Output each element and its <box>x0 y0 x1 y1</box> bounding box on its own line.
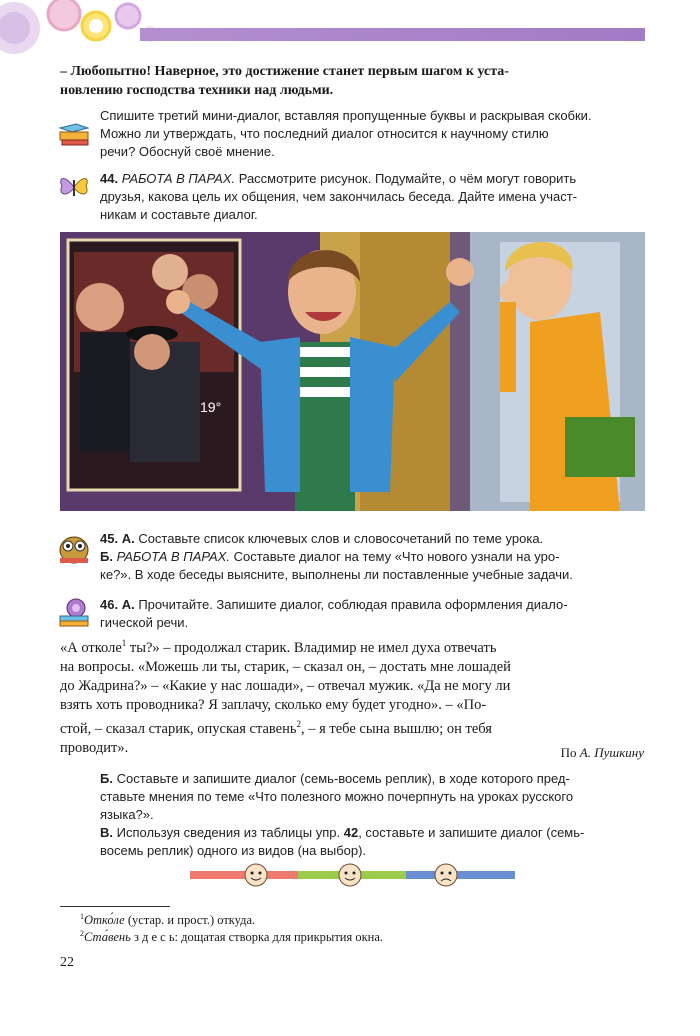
excerpt-line-2: на вопросы. «Можешь ли ты, старик, – сказал он, – достать мне лошадей <box>60 658 511 675</box>
footnote-ref-1: 1 <box>121 638 127 648</box>
footnote-2 <box>80 929 383 945</box>
task-46-c-text-2: восемь реплик) одного из видов (на выбор). <box>100 843 367 858</box>
poster-number: 19° <box>200 399 222 415</box>
task-46-b-text-2: ставьте мнения по теме «Что полезного можно почерпнуть на уроках русского <box>100 789 574 804</box>
footnote-rule <box>60 906 170 907</box>
footnote-1-text: (устар. и прост.) откуда. <box>124 913 256 928</box>
source-prefix: По <box>560 745 580 760</box>
faces-divider <box>190 862 515 888</box>
footnote-2-mark: 2 <box>80 929 84 938</box>
excerpt-source <box>561 745 644 761</box>
footnote-1 <box>80 912 255 928</box>
task-44-mode: РАБОТА В ПАРАХ. <box>121 171 236 186</box>
intro-paragraph <box>60 62 645 100</box>
intro-line-1: – Любопытно! Наверное, это достижение станет первым шагом к уста- <box>60 64 509 79</box>
task-46-c-ref: 42 <box>343 825 359 840</box>
task-44-number: 44. <box>100 171 119 186</box>
task-46-a-label: А. <box>121 597 135 612</box>
task-44-line-2: друзья, какова цель их общения, чем закончилась беседа. Дайте имена участ- <box>100 189 578 204</box>
task-copy-line-2: Можно ли утверждать, что последний диалог относится к научному стилю <box>100 126 549 141</box>
task-46-bc <box>100 770 645 860</box>
task-46-c-label: В. <box>100 825 113 840</box>
smiley-face-icon <box>339 864 361 886</box>
excerpt-line-5a: стой, – сказал старик, опуская ставень <box>60 720 297 737</box>
sad-face-icon <box>435 864 457 886</box>
excerpt-line-4: взять хоть проводника? Я заплачу, сколько ему будет угодно». – «По- <box>60 696 487 713</box>
pushkin-excerpt <box>60 634 645 758</box>
task-46-number: 46. <box>100 597 119 612</box>
task-44-line-1: Рассмотрите рисунок. Подумайте, о чём могут говорить <box>235 171 577 186</box>
task-45-number: 45. <box>100 531 119 546</box>
excerpt-line-5b: , – я тебе сына вышлю; он тебя <box>300 720 492 737</box>
task-44-line-3: никам и составьте диалог. <box>100 207 258 222</box>
excerpt-line-6: проводит». <box>60 739 129 756</box>
header-bar <box>140 28 645 41</box>
smiley-face-icon <box>245 864 267 886</box>
task-44 <box>100 170 645 224</box>
illustration-two-friends <box>60 232 645 511</box>
task-46-b-text-3: языка?». <box>100 807 154 822</box>
excerpt-line-1b: ты?» – продолжал старик. Владимир не имел духа отвечать <box>126 639 497 656</box>
footnote-2-text: з д е с ь: дощатая створка для прикрытия окна. <box>130 930 384 945</box>
task-46-c-text-1b: , составьте и запишите диалог (семь- <box>358 825 585 840</box>
task-45-b-mode: РАБОТА В ПАРАХ. <box>112 549 230 564</box>
task-46-b-text-1: Составьте и запишите диалог (семь-восемь реплик), в ходе которого пред- <box>112 771 570 786</box>
footnote-2-word: Ста́вень <box>84 930 131 945</box>
task-copy-line-3: речи? Обоснуй своё мнение. <box>100 144 275 159</box>
task-45-b-text-1: Составьте диалог на тему «Что нового узнали на уро- <box>229 549 560 564</box>
book-icon <box>56 118 92 148</box>
snail-book-icon <box>56 596 92 628</box>
task-46 <box>100 596 645 632</box>
task-copy-dialogue <box>100 107 645 161</box>
task-45-b-label: Б. <box>100 549 113 564</box>
page-number: 22 <box>60 955 74 970</box>
task-45-a-text: Составьте список ключевых слов и словосочетаний по теме урока. <box>134 531 544 546</box>
task-46-a-text-1: Прочитайте. Запишите диалог, соблюдая правила оформления диало- <box>134 597 568 612</box>
owl-icon <box>56 532 92 564</box>
footnote-1-mark: 1 <box>80 912 84 921</box>
excerpt-line-1a: «А отколе <box>60 639 122 656</box>
footnote-ref-2: 2 <box>296 718 301 729</box>
intro-line-2: новлению господства техники над людьми. <box>60 83 334 98</box>
task-copy-line-1: Спишите третий мини-диалог, вставляя пропущенные буквы и раскрывая скобки. <box>100 108 592 123</box>
butterfly-icon <box>56 172 92 202</box>
source-author: А. Пушкину <box>579 745 644 760</box>
task-46-b-label: Б. <box>100 771 113 786</box>
task-46-c-text-1a: Используя сведения из таблицы упр. <box>113 825 344 840</box>
footnote-1-word: Отко́ле <box>84 913 125 928</box>
task-45-b-text-2: ке?». В ходе беседы выясните, выполнены ли поставленные учебные задачи. <box>100 567 573 582</box>
excerpt-line-3: до Жадрина?» – «Какие у нас лошади», – отвечал мужик. «Да не могу ли <box>60 677 511 694</box>
task-46-a-text-2: гической речи. <box>100 615 189 630</box>
task-45-a-label: А. <box>121 531 135 546</box>
task-45 <box>100 530 645 584</box>
